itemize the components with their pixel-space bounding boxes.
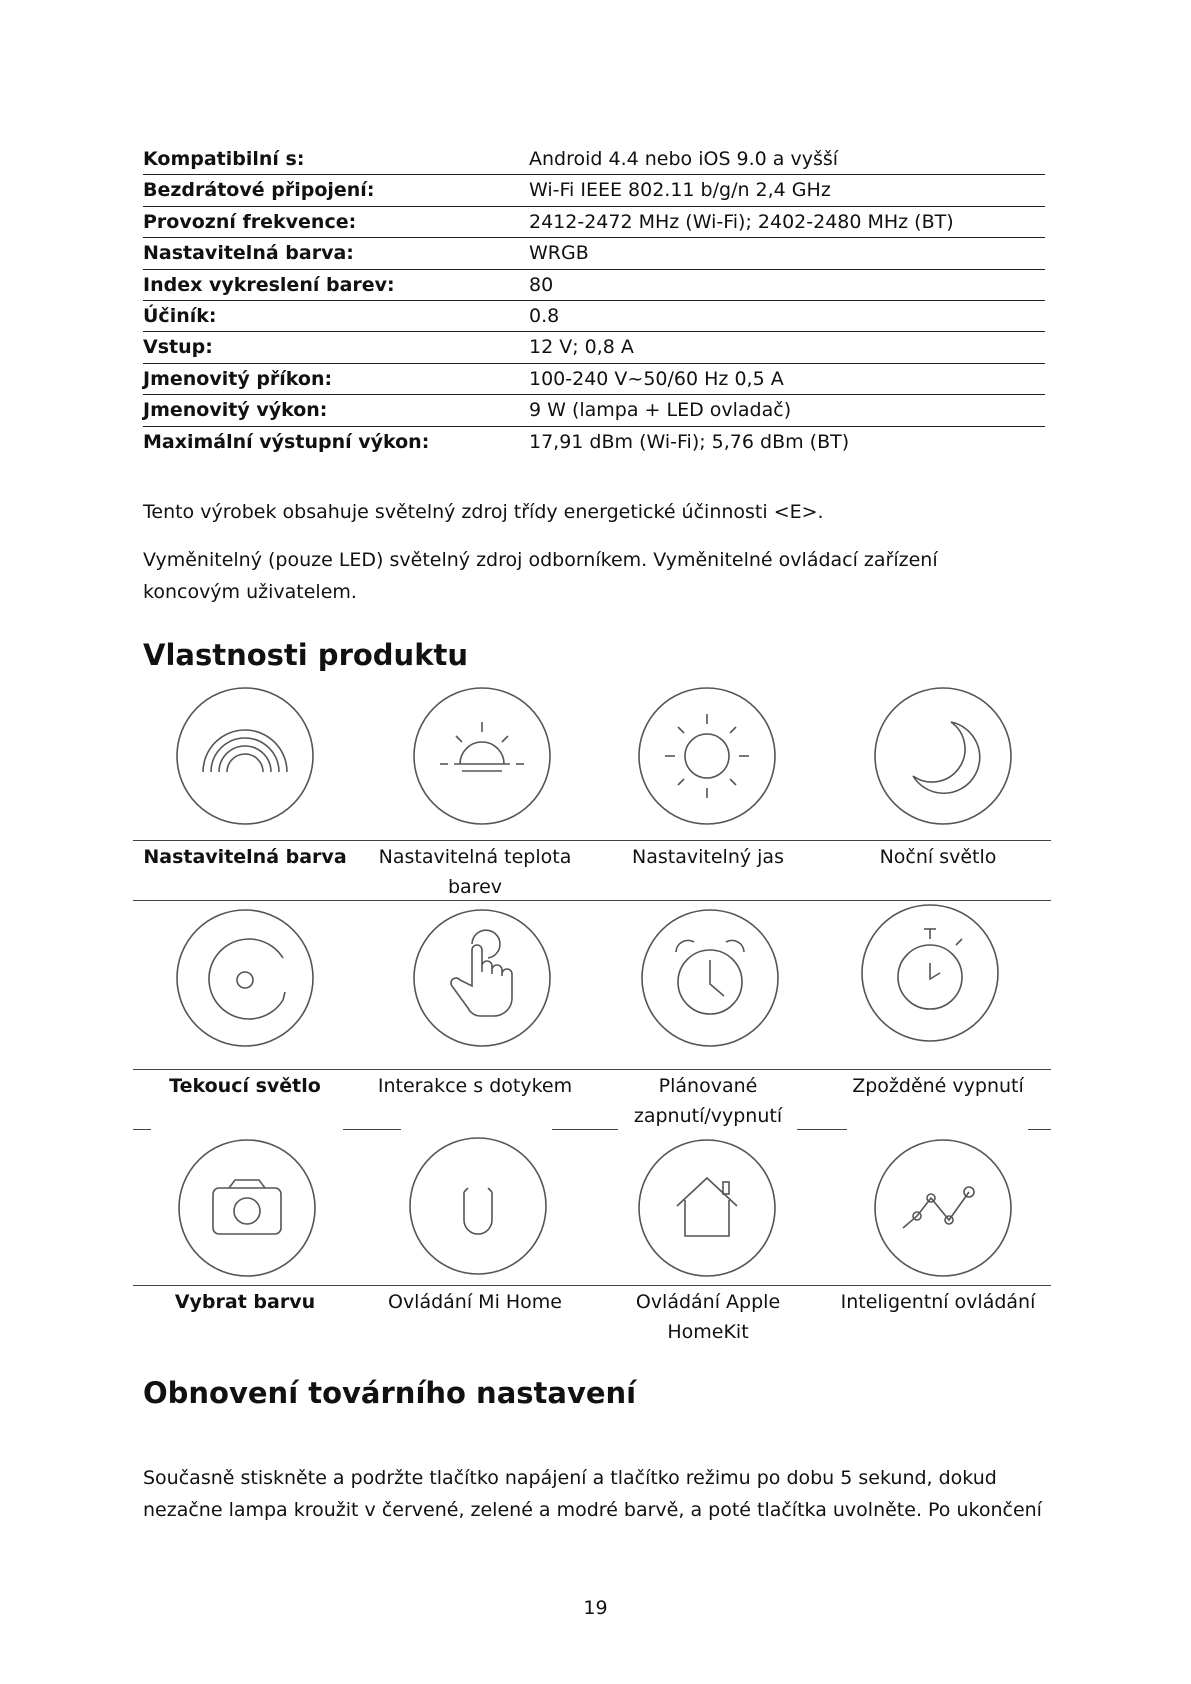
rainbow-icon [175, 686, 315, 826]
spec-row [143, 301, 1045, 332]
spec-table [143, 144, 1045, 457]
spec-label: Účiník: [143, 304, 217, 327]
moon-icon [873, 686, 1013, 826]
spec-label: Nastavitelná barva: [143, 242, 354, 265]
rule-fragment [797, 1129, 847, 1130]
feature-label: Interakce s dotykem [377, 1075, 573, 1097]
spec-value: WRGB [529, 242, 589, 265]
spec-row [143, 427, 1045, 457]
row-divider [133, 1285, 1051, 1286]
touch-hand-icon [412, 908, 552, 1048]
spec-value: 12 V; 0,8 A [529, 336, 634, 359]
house-icon [637, 1138, 777, 1278]
rule-fragment [343, 1129, 401, 1130]
rule-fragment [552, 1129, 618, 1130]
spec-row [143, 270, 1045, 301]
features-heading: Vlastnosti produktu [143, 638, 468, 672]
sunrise-icon [412, 686, 552, 826]
spec-row [143, 238, 1045, 269]
page-number: 19 [583, 1597, 608, 1619]
row-divider [133, 1069, 1051, 1070]
spec-row [143, 144, 1045, 175]
row-divider [133, 900, 1051, 901]
reset-paragraph: Současně stiskněte a podržte tlačítko napájení a tlačítko režimu po dobu 5 sekund, dokud nezačne lampa kroužit v červené, zelené a modré barvě, a poté tlačítka uvolněte. Po ukončení [143, 1467, 1042, 1521]
spec-row [143, 332, 1045, 363]
sun-icon [637, 686, 777, 826]
spec-label: Index vykreslení barev: [143, 273, 395, 296]
feature-label: Ovládání Apple HomeKit [635, 1291, 781, 1343]
spec-label: Kompatibilní s: [143, 148, 305, 170]
spec-label: Bezdrátové připojení: [143, 179, 375, 202]
feature-label: Inteligentní ovládání [840, 1291, 1036, 1313]
spec-label: Jmenovitý výkon: [143, 399, 328, 422]
spec-row [143, 175, 1045, 206]
spec-label: Maximální výstupní výkon: [143, 430, 430, 453]
flow-icon [175, 908, 315, 1048]
spec-row [143, 364, 1045, 395]
spec-row [143, 395, 1045, 426]
replaceable-paragraph: Vyměnitelný (pouze LED) světelný zdroj odborníkem. Vyměnitelné ovládací zařízení koncovým uživatelem. [143, 549, 938, 603]
spec-value: 80 [529, 273, 554, 296]
rule-fragment [133, 1129, 151, 1130]
spec-value: Wi-Fi IEEE 802.11 b/g/n 2,4 GHz [529, 179, 831, 202]
feature-label: Nastavitelná teplota barev [378, 846, 572, 898]
feature-label: Tekoucí světlo [169, 1075, 321, 1097]
spec-value: 0.8 [529, 304, 560, 327]
feature-label: Nastavitelný jas [632, 846, 784, 868]
spec-value: Android 4.4 nebo iOS 9.0 a vyšší [529, 148, 839, 170]
feature-label: Plánované zapnutí/vypnutí [633, 1075, 783, 1127]
mi-home-icon [408, 1136, 548, 1276]
spec-value: 2412-2472 MHz (Wi-Fi); 2402-2480 MHz (BT) [529, 210, 954, 233]
feature-label: Noční světlo [879, 846, 997, 868]
feature-label: Zpožděné vypnutí [852, 1075, 1024, 1097]
graph-icon [873, 1138, 1013, 1278]
rule-fragment [1028, 1129, 1051, 1130]
spec-value: 100-240 V~50/60 Hz 0,5 A [529, 367, 784, 390]
spec-label: Vstup: [143, 336, 213, 359]
energy-paragraph: Tento výrobek obsahuje světelný zdroj třídy energetické účinnosti <E>. [143, 501, 824, 523]
row-divider [133, 840, 1051, 841]
spec-row [143, 207, 1045, 238]
spec-label: Jmenovitý příkon: [143, 367, 333, 390]
spec-value: 17,91 dBm (Wi-Fi); 5,76 dBm (BT) [529, 430, 850, 453]
feature-label: Nastavitelná barva [143, 846, 347, 868]
reset-heading: Obnovení továrního nastavení [143, 1376, 637, 1410]
camera-icon [177, 1138, 317, 1278]
stopwatch-icon [860, 903, 1000, 1043]
alarm-clock-icon [640, 908, 780, 1048]
feature-label: Vybrat barvu [174, 1291, 316, 1313]
spec-value: 9 W (lampa + LED ovladač) [529, 399, 792, 422]
spec-label: Provozní frekvence: [143, 210, 357, 233]
feature-label: Ovládání Mi Home [387, 1291, 562, 1313]
